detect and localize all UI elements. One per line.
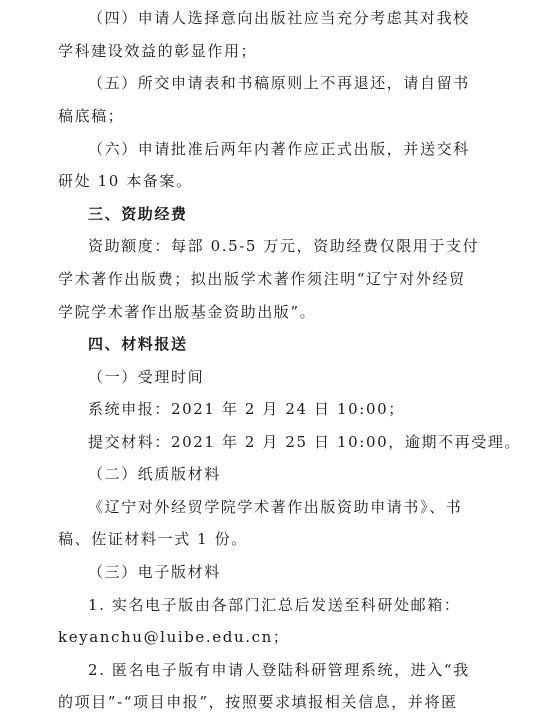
paragraph-6-line-1: （六）申请批准后两年内著作应正式出版，并送交科 bbox=[88, 140, 470, 158]
section-4-heading: 四、材料报送 bbox=[88, 335, 188, 353]
paper-materials-line-2: 稿、佐证材料一式 1 份。 bbox=[58, 530, 248, 548]
system-submission-date: 系统申报：2021 年 2 月 24 日 10:00； bbox=[88, 400, 405, 418]
funding-line-3: 学院学术著作出版基金资助出版”。 bbox=[58, 303, 317, 321]
paragraph-4-line-1: （四）申请人选择意向出版社应当充分考虑其对我校 bbox=[88, 9, 470, 27]
subsection-electronic-materials: （三）电子版材料 bbox=[88, 563, 221, 581]
material-submission-date: 提交材料：2021 年 2 月 25 日 10:00，逾期不再受理。 bbox=[88, 433, 522, 451]
paragraph-5-line-2: 稿底稿； bbox=[58, 107, 125, 125]
paper-materials-line-1: 《辽宁对外经贸学院学术著作出版资助申请书》、书 bbox=[88, 498, 463, 516]
electronic-materials-item-2-line-2: 的项目”-“项目申报”，按照要求填报相关信息，并将匿 bbox=[58, 693, 458, 711]
paragraph-5-line-1: （五）所交申请表和书稿原则上不再退还，请自留书 bbox=[88, 74, 470, 92]
section-3-heading: 三、资助经费 bbox=[88, 205, 188, 223]
subsection-paper-materials: （二）纸质版材料 bbox=[88, 465, 221, 483]
electronic-materials-item-1: 1. 实名电子版由各部门汇总后发送至科研处邮箱： bbox=[88, 596, 461, 614]
funding-line-2: 学术著作出版费；拟出版学术著作须注明“辽宁对外经贸 bbox=[58, 270, 466, 288]
email-address: keyanchu@luibe.edu.cn； bbox=[58, 628, 290, 646]
paragraph-4-line-2: 学科建设效益的彰显作用； bbox=[58, 42, 258, 60]
subsection-accept-time: （一）受理时间 bbox=[88, 368, 205, 386]
electronic-materials-item-2-line-1: 2. 匿名电子版有申请人登陆科研管理系统，进入“我 bbox=[88, 661, 470, 679]
funding-line-1: 资助额度：每部 0.5-5 万元，资助经费仅限用于支付 bbox=[88, 237, 480, 255]
paragraph-6-line-2: 研处 10 本备案。 bbox=[58, 172, 193, 190]
